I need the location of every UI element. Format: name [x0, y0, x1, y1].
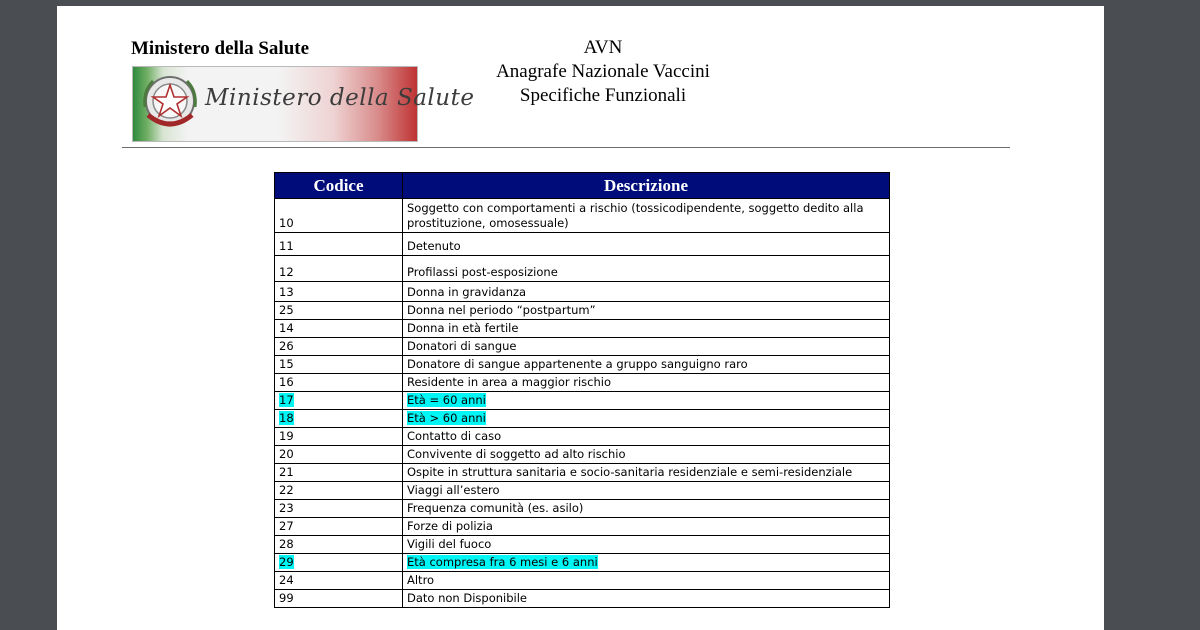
row-description: Età = 60 anni [407, 393, 486, 407]
table-row [275, 256, 890, 282]
header-divider [122, 147, 1010, 148]
table-row [275, 282, 890, 302]
row-description-cell [403, 256, 890, 282]
table-row [275, 500, 890, 518]
codes-table [274, 172, 890, 608]
row-description-cell [403, 410, 890, 428]
row-description-cell [403, 302, 890, 320]
document-title [457, 36, 749, 108]
table-row [275, 590, 890, 608]
row-description-cell [403, 500, 890, 518]
table-row [275, 356, 890, 374]
row-description-cell [403, 428, 890, 446]
row-description: Frequenza comunità (es. asilo) [407, 501, 584, 515]
table-row [275, 302, 890, 320]
row-code: 24 [279, 573, 294, 587]
row-code: 99 [279, 591, 294, 605]
row-code-cell [275, 518, 403, 536]
row-code: 19 [279, 429, 294, 443]
row-description-cell [403, 356, 890, 374]
row-code: 29 [279, 555, 294, 569]
row-code: 23 [279, 501, 294, 515]
row-description-cell [403, 233, 890, 256]
row-description-cell [403, 199, 890, 233]
title-line-2: Anagrafe Nazionale Vaccini [496, 61, 710, 82]
row-description-cell [403, 464, 890, 482]
row-description: Soggetto con comportamenti a rischio (tossicodipendente, soggetto dedito alla prostituzione, omosessuale) [407, 201, 864, 230]
table-header-row [275, 173, 890, 199]
ministry-logo [132, 66, 475, 142]
row-description: Dato non Disponibile [407, 591, 527, 605]
table-row [275, 392, 890, 410]
table-row [275, 428, 890, 446]
table-row [275, 320, 890, 338]
table-body [275, 199, 890, 608]
row-code-cell [275, 464, 403, 482]
row-code-cell [275, 428, 403, 446]
row-description: Forze di polizia [407, 519, 493, 533]
row-description-cell [403, 446, 890, 464]
table-row [275, 199, 890, 233]
row-code-cell [275, 320, 403, 338]
column-header-codice: Codice [275, 173, 403, 199]
row-code: 22 [279, 483, 294, 497]
title-line-1: AVN [583, 37, 623, 58]
row-description-cell [403, 536, 890, 554]
row-code-cell [275, 356, 403, 374]
row-description: Donna nel periodo “postpartum” [407, 303, 596, 317]
row-description: Donna in gravidanza [407, 285, 527, 299]
row-code: 25 [279, 303, 294, 317]
row-description: Età compresa fra 6 mesi e 6 anni [407, 555, 598, 569]
row-code: 28 [279, 537, 294, 551]
row-code: 26 [279, 339, 294, 353]
row-code-cell [275, 554, 403, 572]
table-row [275, 572, 890, 590]
row-code: 11 [279, 239, 294, 253]
row-code-cell [275, 302, 403, 320]
row-description-cell [403, 392, 890, 410]
row-description-cell [403, 282, 890, 302]
row-description: Viaggi all’estero [407, 483, 500, 497]
table-row [275, 464, 890, 482]
row-description: Residente in area a maggior rischio [407, 375, 612, 389]
row-description: Detenuto [407, 239, 461, 253]
table-row [275, 518, 890, 536]
row-description: Vigili del fuoco [407, 537, 492, 551]
row-description: Donatori di sangue [407, 339, 517, 353]
table-row [275, 374, 890, 392]
row-description: Altro [407, 573, 435, 587]
row-code: 15 [279, 357, 294, 371]
row-description: Profilassi post-esposizione [407, 265, 558, 279]
row-description-cell [403, 338, 890, 356]
document-page [57, 6, 1104, 630]
table-row [275, 338, 890, 356]
row-code: 13 [279, 285, 294, 299]
row-code: 16 [279, 375, 294, 389]
emblem-icon [139, 71, 201, 137]
row-code-cell [275, 410, 403, 428]
row-description: Ospite in struttura sanitaria e socio-sanitaria residenziale e semi-residenziale [407, 465, 853, 479]
table-row [275, 446, 890, 464]
row-description-cell [403, 320, 890, 338]
row-description-cell [403, 572, 890, 590]
table-row [275, 536, 890, 554]
row-description-cell [403, 482, 890, 500]
row-code-cell [275, 338, 403, 356]
row-description: Donna in età fertile [407, 321, 519, 335]
row-description-cell [403, 554, 890, 572]
row-code: 17 [279, 393, 294, 407]
row-code-cell [275, 482, 403, 500]
row-description: Età > 60 anni [407, 411, 486, 425]
row-code: 21 [279, 465, 294, 479]
table-row [275, 410, 890, 428]
table-row [275, 482, 890, 500]
row-code-cell [275, 256, 403, 282]
row-code: 20 [279, 447, 294, 461]
row-description-cell [403, 518, 890, 536]
row-code-cell [275, 536, 403, 554]
row-code-cell [275, 282, 403, 302]
row-code-cell [275, 392, 403, 410]
row-code-cell [275, 233, 403, 256]
row-code: 10 [279, 216, 294, 230]
title-line-3: Specifiche Funzionali [519, 85, 687, 106]
ministry-name: Ministero della Salute [131, 38, 310, 59]
column-header-descrizione: Descrizione [403, 173, 890, 199]
row-description: Contatto di caso [407, 429, 502, 443]
row-code: 18 [279, 411, 294, 425]
row-code-cell [275, 500, 403, 518]
row-description-cell [403, 590, 890, 608]
row-code-cell [275, 590, 403, 608]
logo-script-text: Ministero della Salute [205, 85, 475, 111]
table-row [275, 233, 890, 256]
row-description-cell [403, 374, 890, 392]
row-description: Convivente di soggetto ad alto rischio [407, 447, 626, 461]
row-code-cell [275, 199, 403, 233]
table-row [275, 554, 890, 572]
row-code-cell [275, 572, 403, 590]
row-code-cell [275, 374, 403, 392]
row-description: Donatore di sangue appartenente a gruppo sanguigno raro [407, 357, 748, 371]
row-code: 12 [279, 265, 294, 279]
row-code: 14 [279, 321, 294, 335]
row-code-cell [275, 446, 403, 464]
row-code: 27 [279, 519, 294, 533]
